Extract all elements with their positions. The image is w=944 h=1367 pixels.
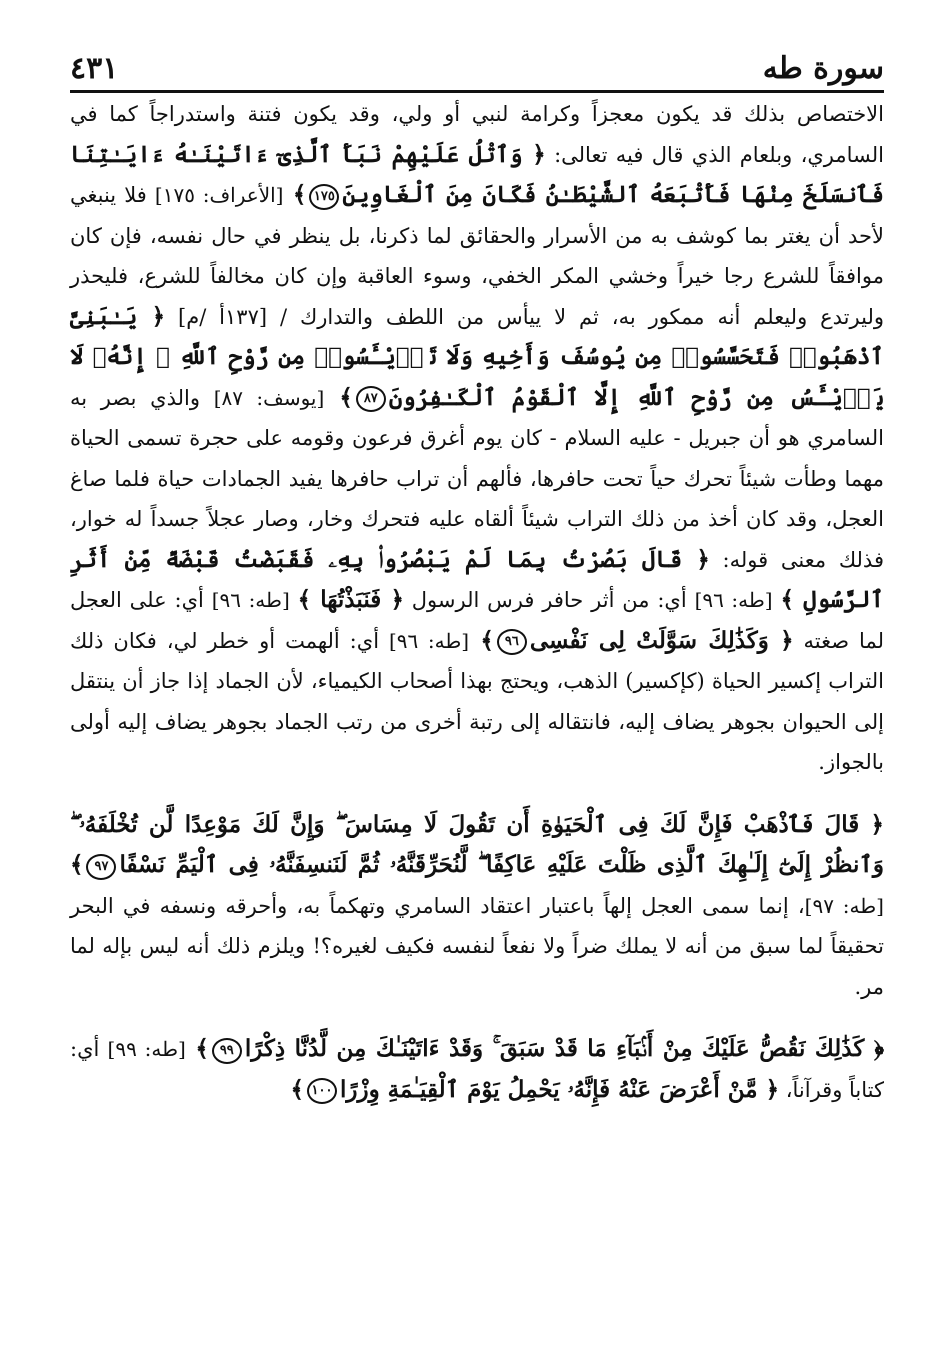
paragraph xyxy=(70,805,884,1008)
paragraph xyxy=(70,94,884,783)
verse-reference: [طه: ٩٩] xyxy=(107,1037,186,1061)
quran-verse: ﴿ كَذَٰلِكَ نَقُصُّ عَلَيْكَ مِنْ أَنۢبَآءِ مَا قَدْ سَبَقَ ۚ وَقَدْ ءَاتَيْنَـٰكَ مِن لَّدُنَّا ذِكْرًا xyxy=(244,1035,885,1062)
quran-verse: ﴾ xyxy=(469,626,494,654)
commentary-text: والذي بصر به السامري هو أن جبريل - عليه السلام - كان يوم أغرق فرعون وقومه على حجرة تسمى الحياة مهما وطأت شيئاً تحرك حياً تحت حافرها، فألهم أن تراب حافرها يفيد الجمادات حياة فلما صاغ العجل، وقد كان أخذ من ذلك التراب شيئاً ألقاه عليه فتحرك وخار، وصار عجلاً جسداً له خوار، فذلك معنى قوله: xyxy=(70,385,884,572)
quran-verse: ﴿ فَنَبَذْتُهَا ﴾ xyxy=(297,586,404,613)
paragraph xyxy=(70,1029,884,1110)
quran-verse: ﴾ xyxy=(185,1035,209,1062)
quran-verse: ﴾ xyxy=(283,181,307,208)
verse-reference: [يوسف: ٨٧] xyxy=(213,385,325,410)
quran-verse: ﴾ xyxy=(70,851,84,878)
quran-verse: ﴿ مَّنْ أَعْرَضَ عَنْهُ فَإِنَّهُۥ يَحْمِلُ يَوْمَ ٱلْقِيَـٰمَةِ وِزْرًا xyxy=(339,1075,780,1103)
commentary-text: ، إنما سمى العجل إلهاً باعتبار اعتقاد السامري وتهكماً به، وأحرقه ونسفه في البحر تحقيقاً لما سبق من أنه لا يملك ضراً ولا نفعاً لنفسه فكيف لغيره؟! ويلزم ذلك أنه ليس بإله لما مر. xyxy=(70,893,884,999)
commentary-text: الاختصاص بذلك قد يكون معجزاً وكرامة لنبي أو ولي، وقد يكون فتنة واستدراجاً كما في السامري، وبلعام الذي قال فيه تعالى: xyxy=(70,102,884,167)
ayah-number-marker: ٩٧ xyxy=(86,854,116,880)
verse-reference: [الأعراف: ١٧٥] xyxy=(154,183,284,207)
ayah-number-marker: ١٠٠ xyxy=(307,1078,337,1104)
surah-title: سورة طه xyxy=(762,51,884,86)
ayah-number-marker: ٩٩ xyxy=(212,1038,242,1064)
commentary-text: فلا ينبغي لأحد أن يغتر بما كوشف به من الأسرار والحقائق لما ذكرنا، بل ينظر في حال نفسه، فإن كان موافقاً للشرع رجا خيراً وخشي المكر الخفي، وسوء العاقبة وإن كان مخالفاً للشرع، فليحذر وليرتدع وليعلم أنه ممكور به، ثم لا ييأس من اللطف والتدارك / [١٣٧أ /م] xyxy=(70,183,884,329)
commentary-text: أي: كتاباً وقرآناً، xyxy=(70,1037,884,1102)
commentary-text: أي: ألهمت أو خطر لي، فكان ذلك التراب إكسير الحياة (كإكسير) الذهب، ويحتج بهذا أصحاب الكيمياء، لأن الجماد إذا جاز أن ينتقل إلى الحيوان بجوهر يضاف إليه، فانتقاله إلى رتبة أخرى من رتب الجماد بجوهر يضاف إليه أولى بالجواز. xyxy=(70,628,884,774)
quran-verse: ﴿ وَكَذَٰلِكَ سَوَّلَتْ لِى نَفْسِى xyxy=(529,626,794,654)
commentary-text: أي: على العجل لما صغته xyxy=(70,588,884,653)
commentary-text xyxy=(290,588,298,612)
verse-reference: [طه: ٩٦] xyxy=(694,588,773,612)
quran-verse: ﴾ xyxy=(290,1075,304,1103)
ayah-number-marker: ٩٦ xyxy=(497,629,527,655)
body-text xyxy=(70,94,884,1110)
verse-reference: [طه: ٩٦] xyxy=(388,628,470,653)
verse-reference: [طه: ٩٦] xyxy=(211,588,290,612)
quran-verse: ﴿ قَالَ فَٱذْهَبْ فَإِنَّ لَكَ فِى ٱلْحَيَوٰةِ أَن تَقُولَ لَا مِسَاسَ ۖ وَإِنَّ لَكَ مَوْعِدًا لَّن تُخْلَفَهُۥ ۖ وَٱنظُرْ إِلَىٰٓ إِلَـٰهِكَ ٱلَّذِى ظَلْتَ عَلَيْهِ عَاكِفًا ۖ لَّنُحَرِّقَنَّهُۥ ثُمَّ لَنَنسِفَنَّهُۥ فِى ٱلْيَمِّ نَسْفًا xyxy=(70,810,884,878)
quran-verse: ﴾ xyxy=(324,383,353,411)
quran-verse: ﴿ وَٱتْلُ عَلَيْهِمْ نَبَأَ ٱلَّذِىٓ ءَاتَيْنَـٰهُ ءَايَـٰتِنَا فَٱنسَلَخَ مِنْهَا فَأَتْبَعَهُ ٱلشَّيْطَـٰنُ فَكَانَ مِنَ ٱلْغَاوِينَ xyxy=(70,140,884,208)
verse-reference: [طه: ٩٧] xyxy=(804,893,884,918)
commentary-text: أي: من أثر حافر فرس الرسول xyxy=(403,588,695,612)
ayah-number-marker: ٨٧ xyxy=(356,386,386,412)
page-number: ٤٣١ xyxy=(70,51,119,86)
quran-verse: ﴿ قَالَ بَصُرْتُ بِمَا لَمْ يَبْصُرُوا۟ بِهِۦ فَقَبَضْتُ قَبْضَةً مِّنْ أَثَرِ ٱلرَّسُولِ ﴾ xyxy=(70,545,884,613)
ayah-number-marker: ١٧٥ xyxy=(309,184,339,210)
running-head xyxy=(70,28,884,93)
quran-verse: ﴿ يَـٰبَنِىَّ ٱذْهَبُوا۟ فَتَحَسَّسُوا۟ مِن يُوسُفَ وَأَخِيهِ وَلَا تَا۟يْـَٔسُوا۟ مِن رَّوْحِ ٱللَّهِ ۖ إِنَّهُۥ لَا يَا۟يْـَٔسُ مِن رَّوْحِ ٱللَّهِ إِلَّا ٱلْقَوْمُ ٱلْكَـٰفِرُونَ xyxy=(70,302,884,411)
